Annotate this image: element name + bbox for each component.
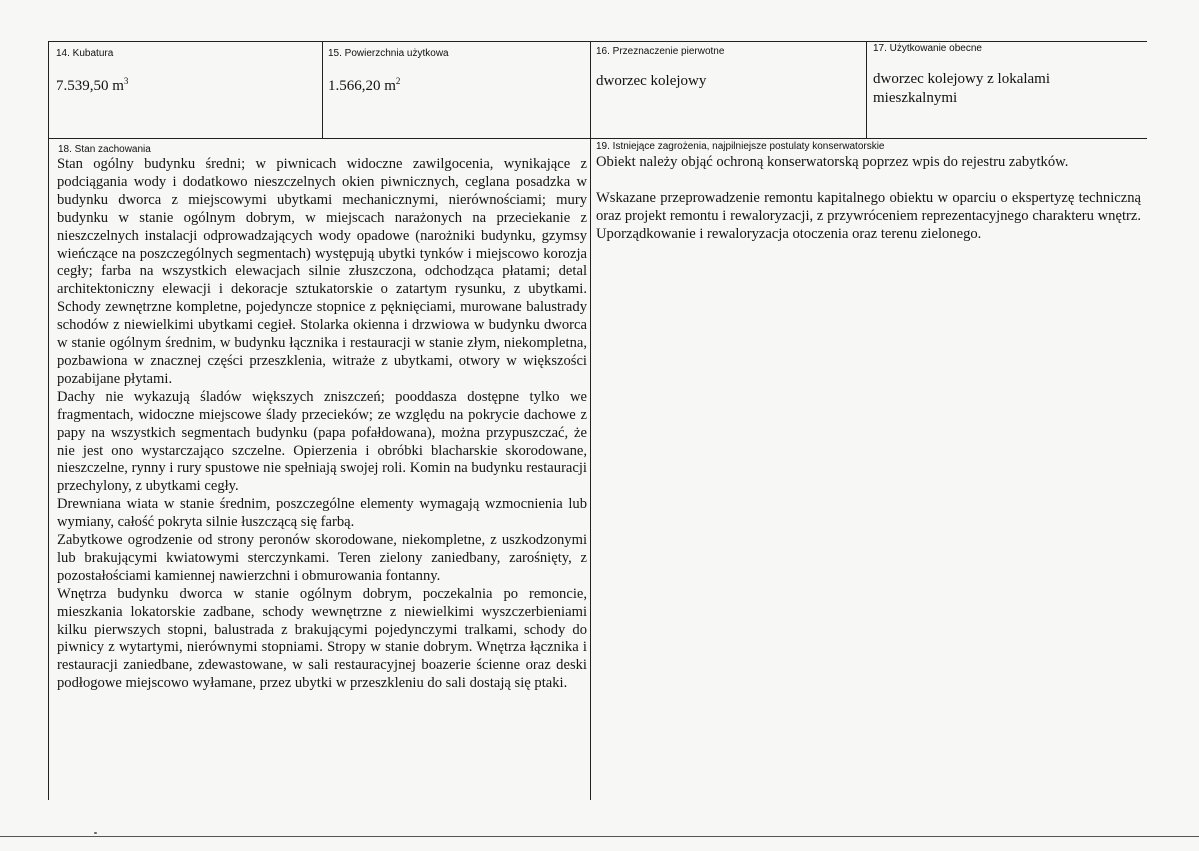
condition-paragraph-2: Dachy nie wykazują śladów większych zniszczeń; pooddasza dostępne tylko we fragmentach, widoczne miejscowe ślady przecieków; ze względu na pokrycie dachowe z papy na wszystkich segmentach budynku (papa pofałdowana), można przypuszczać, że nie jest ono wystarczająco szczelne. Opierzenia i obróbki blacharskie skorodowane, nieszczelne, rynny i rury spustowe nie spełniają swojej roli. Komin na budynku restauracji przechylony, z ubytkami cegły. [57, 388, 587, 495]
condition-paragraph-1: Stan ogólny budynku średni; w piwnicach widoczne zawilgocenia, wynikające z podciągania wody i dodatkowo nieszczelnych okien piwnicznych, ceglana posadzka w budynku dworca z miejscowymi ubytkami mechanicznymi, nierównościami; mury budynku w stanie ogólnym dobrym, w miejscach narażonych na przeciekanie z nieszczelnych instalacji odprowadzających wody opadowe (narożniki budynku, gzymsy wieńczące na poszczególnych segmentach) występują ubytki tynków i miejscowo korozja cegły; farba na wszystkich elewacjach silnie złuszczona, odchodząca płatami; detal architektoniczny elewacji i dekoracje sztukatorskie o zatartym rysunku, z ubytkami. Schody zewnętrzne kompletne, pojedyncze stopnice z pęknięciami, murowane balustrady schodów z niewielkimi ubytkami cegieł. Stolarka okienna i drzwiowa w budynku dworca w stanie ogólnym średnim, w budynku łącznika i restauracji w stanie złym, niekompletna, pozbawiona w znacznej części przeszklenia, witraże z ubytkami, otwory w większości pozabijane płytami. [57, 156, 587, 387]
scan-speck [94, 832, 97, 834]
field-14-label: 14. Kubatura [56, 48, 114, 59]
field-17-label: 17. Użytkowanie obecne [873, 43, 982, 54]
postulate-paragraph-1: Obiekt należy objąć ochroną konserwatorską poprzez wpis do rejestru zabytków. [596, 154, 1069, 170]
field-19-label: 19. Istniejące zagrożenia, najpilniejsze postulaty konserwatorskie [596, 141, 885, 152]
condition-paragraph-3: Drewniana wiata w stanie średnim, poszczególne elementy wymagają wzmocnienia lub wymiany, całość pokryta silnie łuszczącą się farbą. [57, 496, 587, 531]
field-18-text [57, 156, 587, 693]
field-16-value: dworzec kolejowy [596, 73, 707, 89]
field-16-label: 16. Przeznaczenie pierwotne [596, 46, 725, 57]
kubatura-unit-sup: 3 [123, 76, 129, 86]
table-left-border [48, 41, 49, 800]
field-17-value: dworzec kolejowy z lokalami mieszkalnymi [873, 71, 1051, 106]
kubatura-value: 7.539,50 m [56, 78, 124, 94]
area-value: 1.566,20 m [328, 78, 396, 94]
col-divider-1 [322, 41, 323, 138]
field-19-text [596, 154, 1141, 244]
col-divider-3 [866, 41, 867, 138]
field-18-label: 18. Stan zachowania [58, 144, 151, 155]
postulate-paragraph-2: Wskazane przeprowadzenie remontu kapitalnego obiektu w oparciu o ekspertyzę techniczną oraz projekt remontu i rewaloryzacji, z przywróceniem reprezentacyjnego charakteru wnętrz. Uporządkowanie i rewaloryzacja otoczenia oraz terenu zielonego. [596, 189, 1141, 242]
scan-bottom-edge [0, 836, 1199, 837]
field-15-label: 15. Powierzchnia użytkowa [328, 48, 449, 59]
row-divider [48, 138, 1147, 139]
area-unit-sup: 2 [395, 76, 401, 86]
col-divider-2 [590, 41, 591, 800]
table-top-border [48, 41, 1147, 42]
field-15-value [328, 77, 400, 96]
field-14-value [56, 77, 128, 96]
condition-paragraph-4: Zabytkowe ogrodzenie od strony peronów skorodowane, niekompletne, z uszkodzonymi lub brakującymi kwiatowymi sterczynkami. Teren zielony zaniedbany, zarośnięty, z pozostałościami kamiennej nawierzchni i obmurowania fontanny. [57, 532, 587, 584]
condition-paragraph-5: Wnętrza budynku dworca w stanie ogólnym dobrym, poczekalnia po remoncie, mieszkania lokatorskie zadbane, schody wewnętrzne z niewielkimi wyszczerbieniami kilku pierwszych stopni, balustrada z brakującymi pojedynczymi tralkami, schody do piwnicy z wytartymi, nierównymi stopniami. Stropy w stanie dobrym. Wnętrza łącznika i restauracji zaniedbane, zdewastowane, w sali restauracyjnej boazerie ścienne oraz deski podłogowe miejscowo wyłamane, przez ubytki w przeszkleniu do sali dostają się ptaki. [57, 585, 587, 692]
